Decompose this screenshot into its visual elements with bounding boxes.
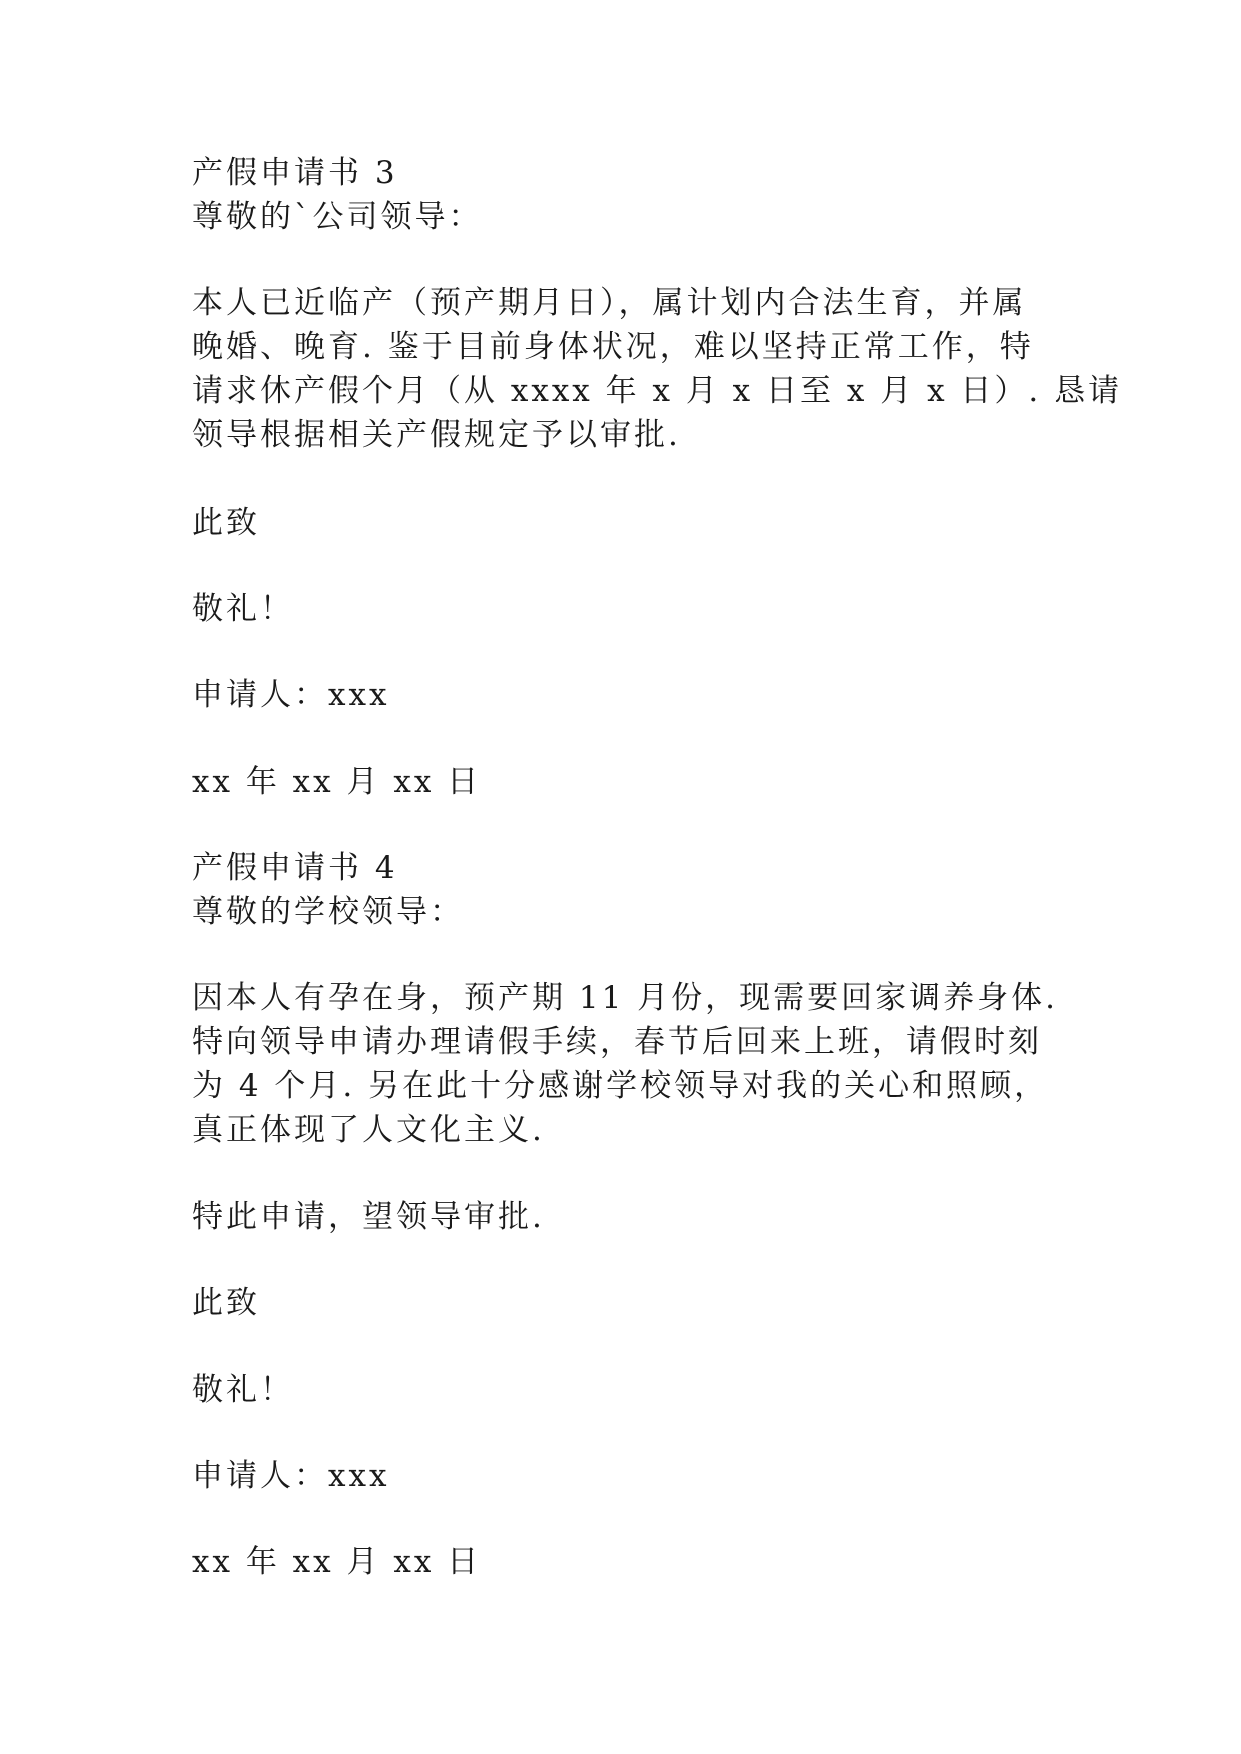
letter4-body-line: 真正体现了人文化主义.	[192, 1112, 545, 1148]
letter3-regards: 敬礼！	[192, 591, 294, 627]
letter4-date: xx 年 xx 月 xx 日	[192, 1544, 482, 1580]
letter4-salutation: 尊敬的学校领导：	[192, 894, 464, 930]
letter3-closing: 此致	[192, 505, 260, 541]
letter3-body-line: 本人已近临产（预产期月日），属计划内合法生育，并属	[192, 285, 1027, 321]
letter3-applicant: 申请人：xxx	[192, 677, 390, 713]
letter4-applicant: 申请人：xxx	[192, 1458, 390, 1494]
letter3-body-line: 请求休产假个月（从 xxxx 年 x 月 x 日至 x 月 x 日）. 恳请	[192, 373, 1123, 409]
letter4-request: 特此申请，望领导审批.	[192, 1199, 545, 1235]
letter3-salutation: 尊敬的`公司领导：	[192, 199, 483, 235]
letter4-title: 产假申请书 4	[192, 850, 398, 886]
letter3-body-line: 晚婚、晚育. 鉴于目前身体状况，难以坚持正常工作，特	[192, 329, 1034, 365]
letter3-title: 产假申请书 3	[192, 155, 398, 191]
letter4-regards: 敬礼！	[192, 1372, 294, 1408]
letter4-closing: 此致	[192, 1285, 260, 1321]
letter4-body-line: 特向领导申请办理请假手续，春节后回来上班，请假时刻	[192, 1024, 1042, 1060]
letter3-body-line: 领导根据相关产假规定予以审批.	[192, 417, 681, 453]
letter4-body-line: 因本人有孕在身，预产期 11 月份，现需要回家调养身体.	[192, 980, 1059, 1016]
letter4-body-line: 为 4 个月. 另在此十分感谢学校领导对我的关心和照顾，	[192, 1068, 1049, 1104]
letter3-date: xx 年 xx 月 xx 日	[192, 764, 482, 800]
